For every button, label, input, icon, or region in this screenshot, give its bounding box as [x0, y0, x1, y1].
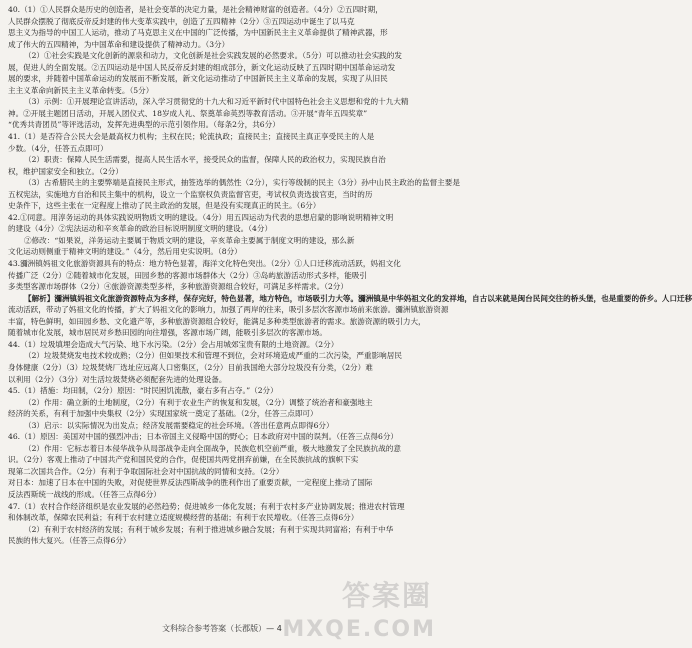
answer-line: 民族的伟大复兴。（任答三点得6分）: [8, 536, 131, 546]
answer-line: 的建设（4分）②宪法运动和辛亥革命的政治目标说明制度文明的建设。（4分）: [8, 224, 273, 234]
answer-line: 权，维护国家安全和独立。（2分）: [8, 166, 123, 176]
answer-line: 成了伟大的五四精神，为中国革命和建设提供了精神动力。（3分）: [8, 39, 230, 49]
answer-line: （2）有利于农村经济的发展；有利于城乡发展；有利于推进城乡融合发展；有利于实现共同富裕；有利于中华: [24, 524, 394, 534]
answer-line: 识。（2分）客观上推动了中国共产党和国民党的合作，促使国共两党捐弃前嫌，在全民族抗战的旗帜下实: [8, 455, 359, 465]
answer-line: （2）①社会实践是文化创新的源泉和动力，文化创新是社会实践发展的必然要求。（5分）可以推动社会实践的发: [24, 51, 402, 61]
answer-line: 主主义革命向新民主主义革命转变。（5分）: [8, 85, 154, 95]
answer-line: 以利用（2分）（3分）对生活垃圾焚烧必须配套先进的处理设备。: [8, 374, 227, 384]
answer-line: 少数。（4分，任答五点即可）: [8, 143, 108, 153]
answer-line: 【解析】瀰洲镇妈祖文化旅游资源特点为多样，保存完好，特色显著，地方特色，市场吸引力大等。瀰洲镇是中华妈祖文化的发祥地，自古以来就是闽台民间交往的桥头堡，也是重要的侨乡。人口迁移: [24, 293, 692, 303]
answer-line: 40.（1）①人民群众是历史的创造者，是社会变革的决定力量，是社会精神财富的创造者。（4分）②五四时期，: [8, 5, 383, 14]
answer-line: “优秀共青团员”等评选活动，发挥先进典型的示范引领作用。（每条2分，共6分）: [8, 120, 280, 130]
answer-line: 神。②开展主题团日活动，开展入团仪式、18岁成人礼、祭奠革命英烈等教育活动。③开展“青年五四奖章”: [8, 108, 368, 118]
answer-line: （3）启示：以实际情况为出发点；经济发展需要稳定的社会环境。（答出任意两点即得6分）: [24, 420, 334, 430]
answer-line: 展，促进人的全面发展。②五四运动是中国人民反帝反封建的组成部分，新文化运动反映了五四时期中国革命运动发: [8, 62, 396, 72]
answer-line: （3）古希腊民主的主要弊端是直接民主形式，抽签选举的偶然性（2分），实行等级制的民主（3分）孙中山民主政治的监督主要是: [24, 178, 460, 188]
answer-line: 反法西斯统一战线的形成。（任答三点得6分）: [8, 489, 161, 499]
answer-line: 和体制改革，保障农民利益；有利于农村建立适度规模经营的基础；有利于农民增收。（任答三点得6分）: [8, 513, 359, 523]
answer-line: 文化运动则侧重于精神文明的建设。”（4分，然后用史实说明。（8分）: [8, 247, 242, 257]
answer-line: 现第二次国共合作。（2分）有利于争取国际社会对中国抗战的同情和支持。（2分）: [8, 466, 284, 476]
answer-line: 流动活跃，带动了妈祖文化的传播，扩大了妈祖文化的影响力，加强了两岸的往来，吸引多层次客源市场前来旅游。瀰洲镇旅游资源: [8, 305, 449, 315]
page-footer: 文科综合参考答案（长郡版）— 4: [162, 624, 282, 633]
answer-line: （3）示例：①开展理论宣讲活动，深入学习贯彻党的十九大和习近平新时代中国特色社会主义思想和党的十九大精: [24, 97, 409, 107]
answer-line: 史条件下，这些主张在一定程度上推动了民主政治的发展，但是没有实现真正的民主。（6分）: [8, 201, 321, 211]
answer-line: 42.①同意。用淳务运动的具体实践说明物质文明的建设。（4分）用五四运动为代表的思想启蒙的影响说明精神文明: [8, 212, 394, 222]
answer-line: ②修改：“如果说，洋务运动主要属于物质文明的建设，辛亥革命主要属于制度文明的建设，那么新: [24, 235, 355, 245]
answer-line: 思主义为指导的中国工人运动，推动了马克思主义在中国的广泛传播，为中国新民主主义革命提供了精神武器，形: [8, 28, 388, 38]
answer-line: 展的要求，并随着中国革命运动的发展而不断发展，新文化运动推动了中国新民主主义革命的发展，实现了从旧民: [8, 74, 388, 84]
answer-line: 身体健康（2分）（3）垃圾焚烧厂选址应远离人口密集区，（2分）目前我国绝大部分垃圾没有分类，（2分）难: [8, 362, 373, 372]
answer-line: 五权宪法，实施地方自治和民主集中的机构，设立一个监察权负责监督官吏，考试权负责选拔官吏，当时的历: [8, 189, 373, 199]
watermark-site: MXQE.COM: [282, 617, 436, 642]
answer-line: 对日本：加速了日本在中国的失败，对促使世界反法西斯战争的胜利作出了重要贡献，一定程度上推动了国际: [8, 478, 373, 488]
answer-line: 丰富，特色鲜明，如田园乡愁、文化遗产等，多种旅游资源组合较好，能满足多种类型旅游者的需求。旅游资源的吸引力大，: [8, 316, 426, 326]
answer-line: 人民群众摆脱了彻底反帝反封建的伟大变革实践中，创造了五四精神（2分）③五四运动中诞生了以马克: [8, 16, 355, 26]
answer-line: 传播广泛（2分）②随着城市化发展，田园乡愁的客源市场群体大（2分）③岛屿旅游活动形式多样，能吸引: [8, 270, 367, 280]
answer-line: 经济的关系，有利于加强中央集权（2分）实现国家统一奠定了基础。（2分，任答三点即可）: [8, 409, 318, 419]
answer-line: 44.（1）垃圾填埋会造成大气污染、地下水污染。（2分）会占用城郊宝贵有限的土地资源。（2分）: [8, 339, 339, 349]
answer-line: 随着城市化发展，城市居民对乡愁田园的向往增强，客源市场广阔，能吸引多层次的客源市场。: [8, 328, 327, 338]
answer-line: （2）作用：它标志着日本侵华战争从局部战争走向全面战争，民族危机空前严重，极大地激发了全民族抗战的意: [24, 443, 401, 453]
answer-line: 43.瀰洲镇妈祖文化旅游资源具有的特点：地方特色显著，海洋文化特色突出。（2分）①人口迁移流动活跃，妈祖文化: [8, 259, 401, 269]
watermark-logo: 答案圈: [341, 579, 432, 612]
answer-line: 多类型客源市场群体（2分）④旅游资源类型多样，多种旅游资源组合较好，可满足多样需求。（2分）: [8, 282, 348, 292]
answer-line: （2）垃圾焚烧发电技术较成熟；（2分）但如果技术和管理不到位，会对环境造成严重的二次污染，严重影响居民: [24, 351, 402, 361]
answer-line: 47.（1）农村合作经济组织是农业发展的必然趋势；促进城乡一体化发展；有利于农村多产业协调发展；推进农村管理: [8, 501, 405, 511]
answer-line: （2）职责：保障人民生活需要，提高人民生活水平，接受民众的监督，保障人民的政治权力，实现民族自治: [24, 155, 386, 165]
answer-line: 45.（1）措施：均田制，（2分）原因：“时民困饥流散，豪右多有占夺。”（2分）: [8, 386, 278, 396]
answer-text-block: [8, 4, 692, 547]
answer-line: 41.（1）是否符合公民大会是最高权力机构；主权在民；轮流执政；直接民主；直接民主真正享受民主的人是: [8, 132, 375, 142]
answer-line: （2）作用：确立新的土地制度，（2分）有利于农业生产的恢复和发展，（2分）调整了统治者和豪强地主: [24, 397, 373, 407]
answer-line: 46.（1）原因：美国对中国的强烈冲击；日本帝国主义侵略中国的野心；日本政府对中国的误判。（任答三点得6分）: [8, 432, 399, 442]
